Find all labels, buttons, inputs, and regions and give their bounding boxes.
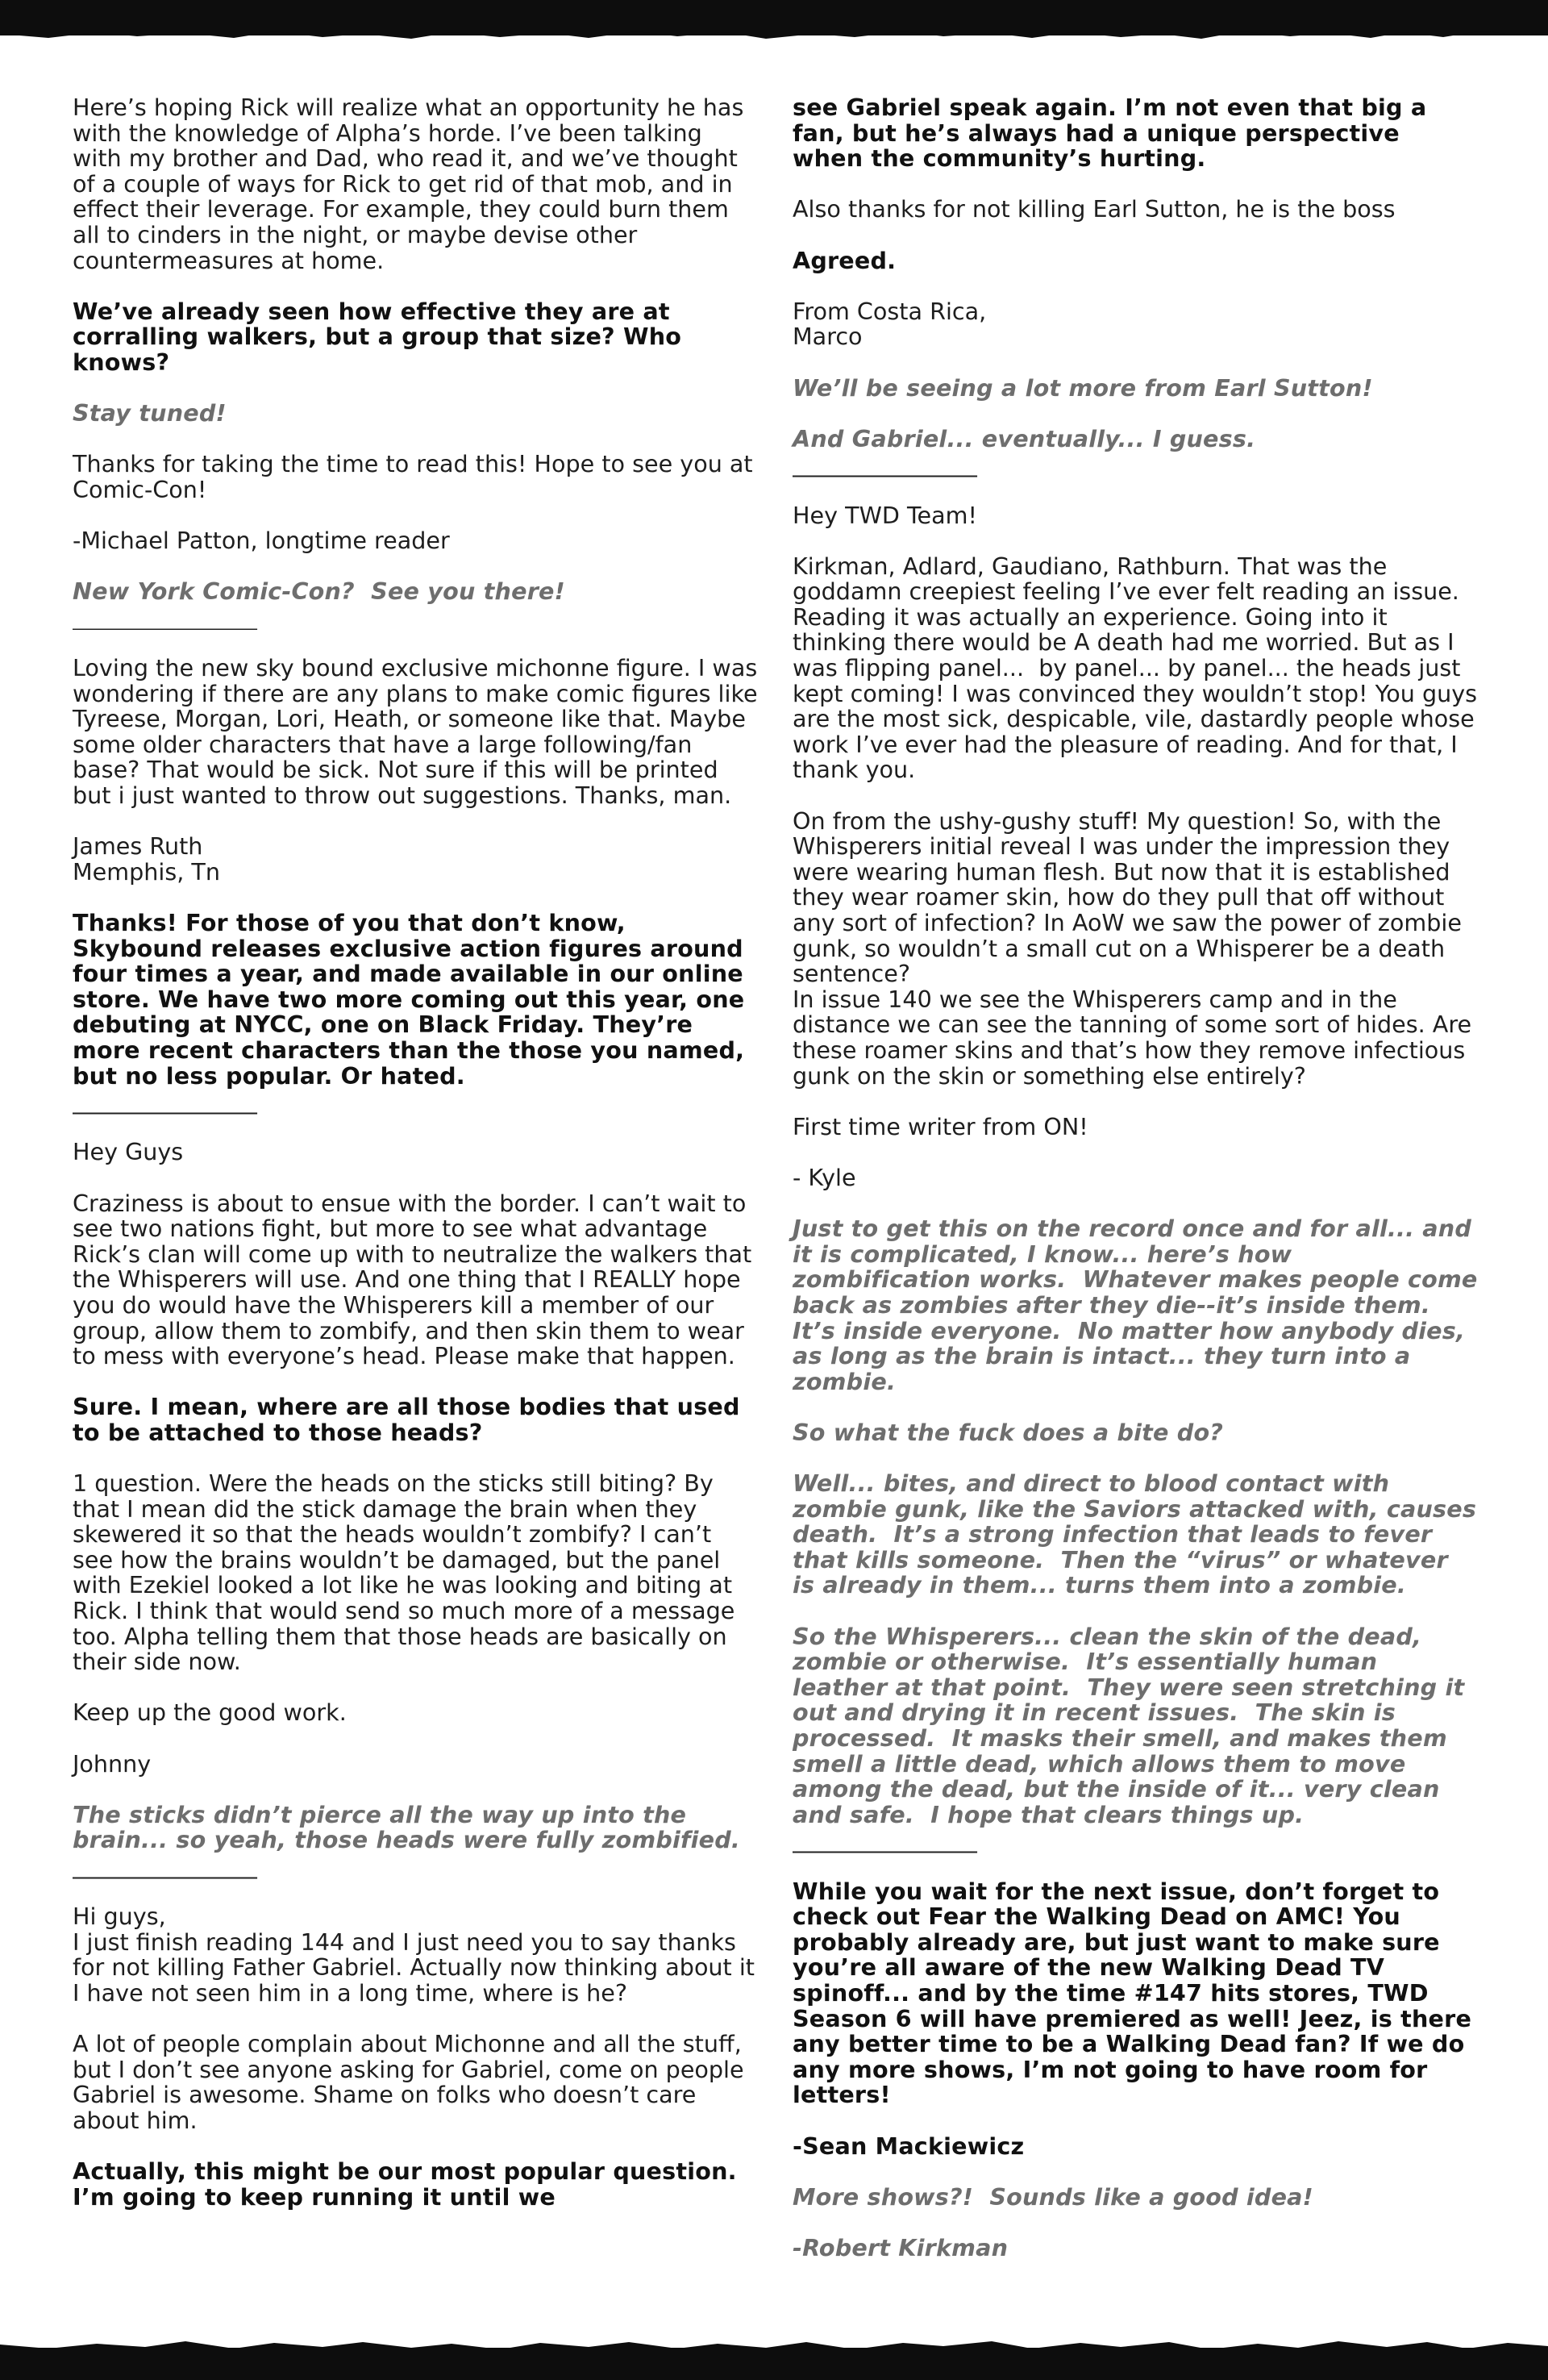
editor-italic-reply: Just to get this on the record once and for all... and it is complicated, I know... here’s how zombification works. Whatever makes people come back as zombies after they die--it’s inside them. It’s inside everyone. No matter how anybody dies, as long as the brain is intact... they turn into a zombie. [793,1215,1486,1395]
top-torn-edge [0,0,1548,35]
bottom-torn-edge [0,2348,1548,2380]
editor-reply-text: Sure. I mean, where are all those bodies that used to be attached to those heads? [73,1393,748,1446]
editor-reply-text: Agreed. [793,246,897,274]
editor-italic-reply: And Gabriel... eventually... I guess. [793,424,1256,452]
reader-letter-text: Thanks for taking the time to read this! Hope to see you at Comic-Con! [73,450,760,503]
editor-reply-text: We’ve already seen how effective they are at corralling walkers, but a group that size? Who knows? [73,297,690,376]
reader-letter-text: James Ruth Memphis, Tn [73,832,220,886]
right-column [793,94,1486,2286]
reader-letter-text: Keep up the good work. [73,1699,347,1727]
reader-letter-text: Craziness is about to ensue with the border. I can’t wait to see two nations fight, but more to see what advantage Rick’s clan will come up with to neutralize the walkers that the Whisperers will use. And one thing that I REALLY hope you do would have the Whisperers kill a member of our group, allow them to zombify, and then skin them to wear to mess with everyone’s head. Please make that happen. [73,1189,759,1370]
reader-letter-text: Hey TWD Team! [793,501,977,529]
reader-letter-text: A lot of people complain about Michonne and all the stuff, but I don’t see anyone asking for Gabriel, come on people Gabriel is awesome. Shame on folks who doesn’t care about him. [73,2030,751,2134]
editor-reply-text: -Sean Mackiewicz [793,2132,1025,2160]
reader-letter-text: Johnny [73,1749,152,1778]
editor-italic-reply: The sticks didn’t pierce all the way up into the brain... so yeah, those heads were fully zombified. [73,1800,740,1854]
reader-letter-text: Here’s hoping Rick will realize what an opportunity he has with the knowledge of Alpha’s horde. I’ve been talking with my brother and Dad, who read it, and we’ve thought of a couple of ways for Rick to get rid of that mob, and in effect their leverage. For example, they could burn them all to cinders in the night, or maybe devise other countermeasures at home. [73,94,751,274]
editor-reply-text: While you wait for the next issue, don’t forget to check out Fear the Walking Dead on AMC! You probably already are, but just want to make sure you’re all aware of the new Walking Dead TV spinoff... and by the time #147 hits stores, TWD Season 6 will have premiered as well! Jeez, is there any better time to be a Walking Dead fan? If we do any more shows, I’m not going to have room for letters! [793,1877,1480,2109]
reader-letter-text: From Costa Rica, Marco [793,297,987,351]
editor-italic-reply: Well... bites, and direct to blood contact with zombie gunk, like the Saviors attacked with, causes death. It’s a strong infection that leads to fever that kills someone. Then the “virus” or whatever is already in them... turns them into a zombie. [793,1469,1485,1599]
section-divider: ________________ [73,1089,257,1115]
editor-reply-text: Thanks! For those of you that don’t know, Skybound releases exclusive action figures around four times a year, and made available in our online store. We have two more coming out this year, one debuting at NYCC, one on Black Friday. They’re more recent characters than the those you named, but no less popular. Or hated. [73,909,753,1090]
section-divider: ________________ [793,452,977,477]
section-divider: ________________ [73,604,257,631]
editor-italic-reply: Stay tuned! [73,399,227,427]
editor-italic-reply: So what the fuck does a bite do? [793,1418,1224,1446]
reader-letter-text: 1 question. Were the heads on the sticks still biting? By that I mean did the stick damage the brain when they skewered it so that the heads wouldn’t zombify? I can’t see how the brains wouldn’t be damaged, but the panel with Ezekiel looked a lot like he was looking and biting at Rick. I think that would send so much more of a message too. Alpha telling them that those heads are basically on their side now. [73,1469,743,1676]
reader-letter-text: - Kyle [793,1163,856,1191]
editor-reply-text: Actually, this might be our most popular question. I’m going to keep running it until we [73,2157,745,2211]
reader-letter-text: Also thanks for not killing Earl Sutton, he is the boss [793,195,1396,223]
reader-letter-text: -Michael Patton, longtime reader [73,527,450,555]
editor-reply-text: see Gabriel speak again. I’m not even that big a fan, but he’s always had a unique perspective when the community’s hurting. [793,94,1435,173]
editor-italic-reply: So the Whisperers... clean the skin of the dead, zombie or otherwise. It’s essentially human leather at that point. They were seen stretching it out and drying it in recent issues. The skin is processed. It masks their smell, and makes them smell a little dead, which allows them to move among the dead, but the inside of it... very clean and safe. I hope that clears things up. [793,1622,1473,1828]
section-divider: ________________ [793,1828,977,1853]
editor-italic-reply: -Robert Kirkman [793,2233,1009,2261]
reader-letter-text: Loving the new sky bound exclusive michonne figure. I was wondering if there are any plans to make comic figures like Tyreese, Morgan, Lori, Heath, or someone like that. Maybe some older characters that have a large following/fan base? That would be sick. Not sure if this will be printed but i just wanted to throw out suggestions. Thanks, man. [73,654,765,810]
left-column [73,94,765,2236]
editor-italic-reply: New York Comic-Con? See you there! [73,577,565,606]
editor-italic-reply: We’ll be seeing a lot more from Earl Sutton! [793,373,1373,402]
section-divider: ________________ [73,1853,257,1879]
reader-letter-text: Hey Guys [73,1138,184,1166]
reader-letter-text: First time writer from ON! [793,1112,1088,1140]
reader-letter-text: Hi guys, I just finish reading 144 and I just need you to say thanks for not killing Father Gabriel. Actually now thinking about it I have not seen him in a long time, where is he? [73,1903,755,2007]
reader-letter-text: Kirkman, Adlard, Gaudiano, Rathburn. That was the goddamn creepiest feeling I’ve ever felt reading an issue. Reading it was actually an experience. Going into it thinking there would be A death had me worried. But as I was flipping panel... by panel... by panel... the heads just kept coming! I was convinced they wouldn’t stop! You guys are the most sick, despicable, vile, dastardly people whose work I’ve ever had the pleasure of reading. And for that, I thank you. [793,552,1485,784]
reader-letter-text: On from the ushy-gushy stuff! My question! So, with the Whisperers initial reveal I was under the impression they were wearing human flesh. But now that it is established they wear roamer skin, how do they pull that off without any sort of infection? In AoW we saw the power of zombie gunk, so wouldn’t a small cut on a Whisperer be a death sentence? In issue 140 we see the Whisperers camp and in the distance we can see the tanning of some sort of hides. Are these roamer skins and that’s how they remove infectious gunk on the skin or something else entirely? [793,807,1472,1090]
editor-italic-reply: More shows?! Sounds like a good idea! [793,2182,1313,2211]
